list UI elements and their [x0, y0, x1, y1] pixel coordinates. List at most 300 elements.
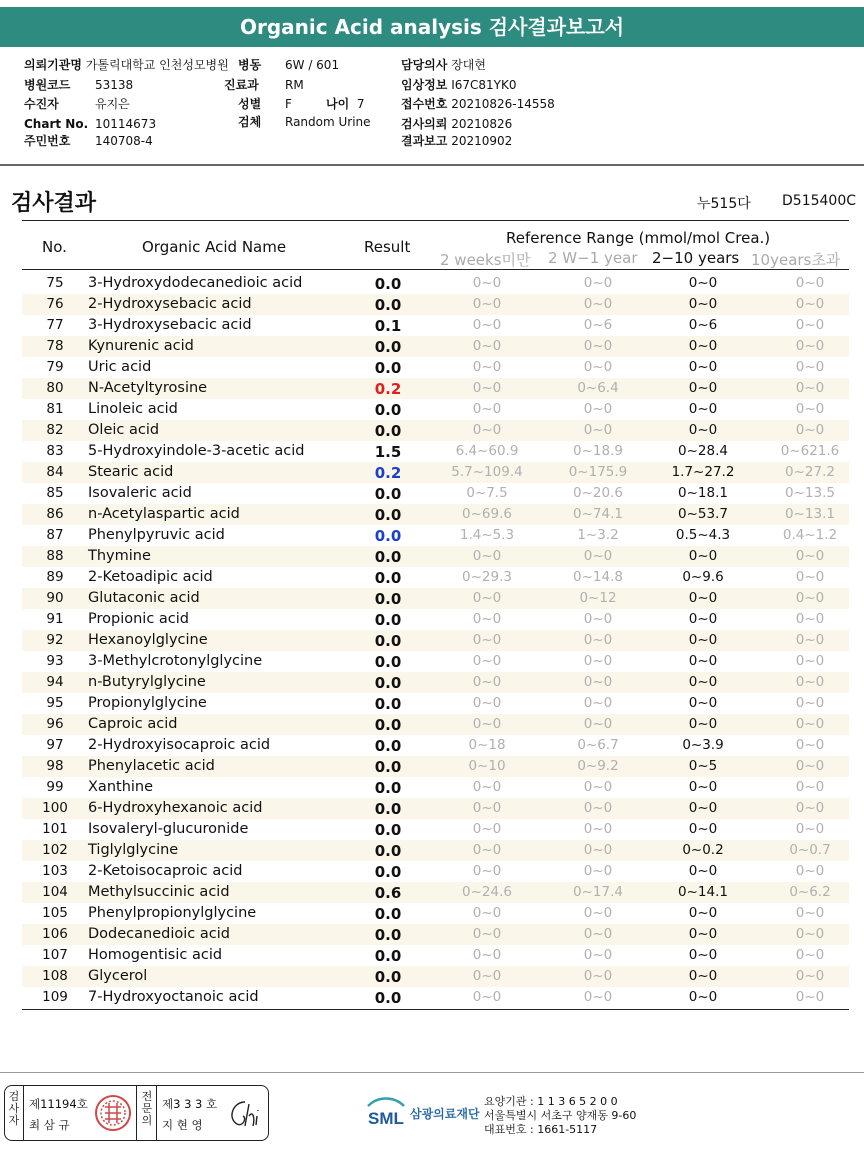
row-number: 101	[42, 821, 68, 837]
range-2w-1y: 0~0	[583, 821, 613, 837]
range-over-10y: 0.4~1.2	[782, 527, 838, 543]
range-under-2-weeks: 0~0	[472, 695, 502, 711]
range-under-2-weeks: 0~0	[472, 548, 502, 564]
result-value: 0.0	[374, 590, 402, 608]
range-over-10y: 0~13.1	[785, 506, 835, 522]
table-row	[22, 609, 849, 630]
signature-box	[4, 1085, 269, 1141]
info-chart: 10114673	[95, 117, 157, 131]
result-value: 0.0	[374, 632, 402, 650]
result-value: 0.0	[374, 863, 402, 881]
row-number: 100	[42, 800, 68, 816]
examiner-vertical-label: 검사자	[8, 1090, 20, 1127]
range-2w-1y: 0~12	[579, 590, 617, 606]
table-row	[22, 483, 849, 504]
range-over-10y: 0~0	[795, 989, 825, 1005]
range-2-10y: 0~0	[688, 905, 718, 921]
range-over-10y: 0~6.2	[789, 884, 831, 900]
range-2-10y: 0~0	[688, 275, 718, 291]
range-under-2-weeks: 0~0	[472, 800, 502, 816]
row-number: 83	[46, 443, 64, 459]
table-row	[22, 966, 849, 987]
table-row	[22, 588, 849, 609]
info-doctor: 담당의사 장대현	[401, 58, 486, 72]
acid-name: Glutaconic acid	[88, 590, 200, 606]
range-2-10y: 0~0	[688, 968, 718, 984]
table-row	[22, 462, 849, 483]
info-ward-label: 병동	[238, 58, 262, 72]
range-2w-1y: 0~0	[583, 989, 613, 1005]
header-range-2weeks: 2 weeks미만	[440, 251, 531, 269]
info-chart-label: Chart No.	[24, 117, 89, 131]
range-over-10y: 0~0	[795, 359, 825, 375]
range-2w-1y: 0~74.1	[573, 506, 623, 522]
range-under-2-weeks: 0~0	[472, 905, 502, 921]
range-under-2-weeks: 6.4~60.9	[455, 443, 519, 459]
examiner-seal-icon	[93, 1093, 133, 1133]
table-row	[22, 903, 849, 924]
table-row	[22, 294, 849, 315]
range-2w-1y: 0~14.8	[573, 569, 623, 585]
range-under-2-weeks: 0~0	[472, 359, 502, 375]
range-2w-1y: 0~0	[583, 800, 613, 816]
table-row	[22, 567, 849, 588]
logo-text: SML	[368, 1109, 404, 1128]
acid-name: Phenylpyruvic acid	[88, 527, 225, 543]
table-row	[22, 882, 849, 903]
range-2w-1y: 0~0	[583, 548, 613, 564]
divider	[0, 164, 864, 166]
row-number: 82	[46, 422, 64, 438]
range-under-2-weeks: 0~0	[472, 821, 502, 837]
range-2-10y: 0~0	[688, 947, 718, 963]
acid-name: Propionic acid	[88, 611, 189, 627]
info-report: 결과보고 20210902	[401, 134, 513, 148]
table-bottom-rule	[22, 1009, 849, 1010]
range-over-10y: 0~0	[795, 695, 825, 711]
range-under-2-weeks: 0~7.5	[466, 485, 508, 501]
row-number: 99	[46, 779, 64, 795]
result-value: 0.0	[374, 926, 402, 944]
range-over-10y: 0~0	[795, 863, 825, 879]
range-2w-1y: 0~0	[583, 359, 613, 375]
range-over-10y: 0~13.5	[785, 485, 835, 501]
range-under-2-weeks: 0~0	[472, 401, 502, 417]
table-row	[22, 378, 849, 399]
row-number: 75	[46, 275, 64, 291]
range-2w-1y: 0~9.2	[577, 758, 619, 774]
acid-name: 3-Hydroxydodecanedioic acid	[88, 275, 303, 291]
acid-name: 2-Hydroxyisocaproic acid	[88, 737, 271, 753]
range-2-10y: 0~0	[688, 989, 718, 1005]
range-under-2-weeks: 0~69.6	[462, 506, 512, 522]
row-number: 77	[46, 317, 64, 333]
row-number: 104	[42, 884, 68, 900]
range-2w-1y: 0~20.6	[573, 485, 623, 501]
range-under-2-weeks: 0~0	[472, 380, 502, 396]
range-under-2-weeks: 0~0	[472, 422, 502, 438]
row-number: 96	[46, 716, 64, 732]
acid-name: Phenylacetic acid	[88, 758, 215, 774]
range-2w-1y: 0~0	[583, 632, 613, 648]
info-department-label: 진료과	[224, 78, 259, 92]
result-value: 0.0	[374, 674, 402, 692]
range-2-10y: 0~0	[688, 611, 718, 627]
range-2-10y: 0~0	[688, 653, 718, 669]
row-number: 76	[46, 296, 64, 312]
range-2-10y: 0~0	[688, 821, 718, 837]
row-number: 85	[46, 485, 64, 501]
range-under-2-weeks: 0~24.6	[462, 884, 512, 900]
row-number: 80	[46, 380, 64, 396]
range-2w-1y: 0~0	[583, 947, 613, 963]
range-under-2-weeks: 0~0	[472, 338, 502, 354]
specialist-signature-icon	[223, 1096, 265, 1132]
range-2-10y: 0~0	[688, 779, 718, 795]
info-id: 140708-4	[95, 134, 153, 148]
row-number: 87	[46, 527, 64, 543]
result-value: 0.0	[374, 275, 402, 293]
range-over-10y: 0~0	[795, 947, 825, 963]
range-2w-1y: 0~0	[583, 401, 613, 417]
range-2w-1y: 0~0	[583, 611, 613, 627]
row-number: 91	[46, 611, 64, 627]
range-under-2-weeks: 0~0	[472, 317, 502, 333]
result-value: 0.0	[374, 716, 402, 734]
table-row	[22, 357, 849, 378]
range-under-2-weeks: 0~0	[472, 275, 502, 291]
row-number: 81	[46, 401, 64, 417]
range-2w-1y: 0~0	[583, 968, 613, 984]
table-row	[22, 693, 849, 714]
table-row	[22, 924, 849, 945]
info-hospital-code: 53138	[95, 78, 134, 92]
result-value: 0.0	[374, 842, 402, 860]
table-row	[22, 525, 849, 546]
range-2w-1y: 0~0	[583, 716, 613, 732]
acid-name: Methylsuccinic acid	[88, 884, 230, 900]
result-value: 0.1	[374, 317, 402, 335]
divider	[136, 1086, 137, 1140]
acid-name: Xanthine	[88, 779, 154, 795]
range-2-10y: 0~0	[688, 800, 718, 816]
info-patient-label: 수진자	[24, 97, 59, 111]
range-over-10y: 0~0	[795, 569, 825, 585]
table-row	[22, 756, 849, 777]
table-row	[22, 399, 849, 420]
range-over-10y: 0~0	[795, 737, 825, 753]
range-under-2-weeks: 5.7~109.4	[451, 464, 523, 480]
table-row	[22, 714, 849, 735]
acid-name: N-Acetyltyrosine	[88, 380, 208, 396]
row-number: 109	[42, 989, 68, 1005]
acid-name: Isovaleric acid	[88, 485, 192, 501]
range-2-10y: 0~0.2	[682, 842, 724, 858]
acid-name: Uric acid	[88, 359, 152, 375]
result-value: 0.0	[374, 989, 402, 1007]
row-number: 93	[46, 653, 64, 669]
result-value: 1.5	[374, 443, 402, 461]
row-number: 92	[46, 632, 64, 648]
range-2w-1y: 0~6	[583, 317, 613, 333]
org-address: 서울특별시 서초구 양재동 9-60	[484, 1109, 637, 1122]
range-2w-1y: 0~0	[583, 905, 613, 921]
info-sex-label: 성별	[238, 97, 262, 111]
info-receipt: 접수번호 20210826-14558	[401, 97, 555, 111]
range-2-10y: 0~0	[688, 590, 718, 606]
acid-name: 2-Hydroxysebacic acid	[88, 296, 252, 312]
range-2-10y: 0~0	[688, 632, 718, 648]
range-under-2-weeks: 0~0	[472, 611, 502, 627]
row-number: 89	[46, 569, 64, 585]
range-2-10y: 0~0	[688, 716, 718, 732]
table-row	[22, 798, 849, 819]
sml-logo-icon	[364, 1094, 408, 1130]
range-2w-1y: 0~0	[583, 695, 613, 711]
result-value: 0.0	[374, 800, 402, 818]
result-value: 0.0	[374, 359, 402, 377]
org-code: 요양기관 : 1 1 3 6 5 2 0 0	[484, 1095, 618, 1108]
result-value: 0.0	[374, 611, 402, 629]
result-value: 0.2	[374, 464, 402, 482]
acid-name: Homogentisic acid	[88, 947, 223, 963]
table-row	[22, 819, 849, 840]
range-2-10y: 1.7~27.2	[671, 464, 735, 480]
range-2w-1y: 0~0	[583, 779, 613, 795]
range-over-10y: 0~0.7	[789, 842, 831, 858]
row-number: 98	[46, 758, 64, 774]
range-2-10y: 0~0	[688, 401, 718, 417]
acid-name: Caproic acid	[88, 716, 178, 732]
result-value: 0.0	[374, 401, 402, 419]
range-under-2-weeks: 0~18	[468, 737, 506, 753]
test-code-2: D515400C	[782, 193, 856, 209]
range-2w-1y: 0~175.9	[568, 464, 628, 480]
table-row	[22, 861, 849, 882]
row-number: 103	[42, 863, 68, 879]
range-over-10y: 0~0	[795, 590, 825, 606]
result-value: 0.0	[374, 485, 402, 503]
row-number: 95	[46, 695, 64, 711]
info-institution: 의뢰기관명 가톨릭대학교 인천성모병원	[24, 58, 229, 72]
range-2-10y: 0~0	[688, 674, 718, 690]
range-2-10y: 0~3.9	[682, 737, 724, 753]
table-row	[22, 777, 849, 798]
acid-name: 7-Hydroxyoctanoic acid	[88, 989, 259, 1005]
range-2w-1y: 0~0	[583, 863, 613, 879]
range-2w-1y: 0~6.7	[577, 737, 619, 753]
row-number: 94	[46, 674, 64, 690]
header-reference: Reference Range (mmol/mol Crea.)	[506, 229, 771, 247]
acid-name: Stearic acid	[88, 464, 174, 480]
row-number: 106	[42, 926, 68, 942]
info-ward: 6W / 601	[285, 58, 340, 72]
range-over-10y: 0~0	[795, 611, 825, 627]
header-name: Organic Acid Name	[142, 238, 287, 256]
range-under-2-weeks: 0~0	[472, 779, 502, 795]
info-specimen-label: 검체	[238, 115, 262, 129]
range-2-10y: 0~0	[688, 422, 718, 438]
range-under-2-weeks: 0~0	[472, 674, 502, 690]
acid-name: 3-Hydroxysebacic acid	[88, 317, 252, 333]
acid-name: Propionylglycine	[88, 695, 207, 711]
range-2-10y: 0.5~4.3	[675, 527, 731, 543]
range-under-2-weeks: 0~0	[472, 590, 502, 606]
range-2w-1y: 0~0	[583, 674, 613, 690]
result-value: 0.0	[374, 296, 402, 314]
table-row	[22, 273, 849, 294]
table-row	[22, 315, 849, 336]
acid-name: n-Butyrylglycine	[88, 674, 206, 690]
range-over-10y: 0~0	[795, 275, 825, 291]
info-sex: F	[285, 97, 292, 111]
header-range-2-10y: 2−10 years	[652, 249, 740, 267]
range-2-10y: 0~0	[688, 926, 718, 942]
range-2w-1y: 0~0	[583, 653, 613, 669]
range-under-2-weeks: 0~0	[472, 926, 502, 942]
result-value: 0.6	[374, 884, 402, 902]
range-2w-1y: 0~0	[583, 422, 613, 438]
table-top-rule	[22, 220, 849, 221]
acid-name: n-Acetylaspartic acid	[88, 506, 240, 522]
acid-name: Dodecanedioic acid	[88, 926, 230, 942]
result-value: 0.0	[374, 569, 402, 587]
info-age: 나이 7	[326, 97, 365, 111]
header-range-10y: 10years초과	[751, 251, 841, 269]
acid-name: Isovaleryl-glucuronide	[88, 821, 249, 837]
info-hospital-code-label: 병원코드	[24, 78, 71, 92]
range-2-10y: 0~18.1	[678, 485, 728, 501]
range-2w-1y: 0~18.9	[573, 443, 623, 459]
range-under-2-weeks: 0~0	[472, 716, 502, 732]
footer-divider	[0, 1072, 864, 1073]
row-number: 107	[42, 947, 68, 963]
org-phone: 대표번호 : 1661-5117	[484, 1123, 598, 1136]
report-title-banner: Organic Acid analysis 검사결과보고서	[0, 7, 864, 47]
range-2-10y: 0~6	[688, 317, 718, 333]
divider	[156, 1086, 157, 1140]
range-2-10y: 0~53.7	[678, 506, 728, 522]
range-over-10y: 0~0	[795, 632, 825, 648]
range-2-10y: 0~14.1	[678, 884, 728, 900]
range-over-10y: 0~0	[795, 926, 825, 942]
range-over-10y: 0~0	[795, 758, 825, 774]
table-row	[22, 630, 849, 651]
range-under-2-weeks: 0~0	[472, 653, 502, 669]
row-number: 97	[46, 737, 64, 753]
range-over-10y: 0~0	[795, 296, 825, 312]
result-value: 0.0	[374, 653, 402, 671]
info-department: RM	[285, 78, 304, 92]
range-under-2-weeks: 1.4~5.3	[459, 527, 515, 543]
range-over-10y: 0~0	[795, 380, 825, 396]
table-row	[22, 840, 849, 861]
range-2w-1y: 0~0	[583, 842, 613, 858]
table-row	[22, 672, 849, 693]
range-over-10y: 0~0	[795, 401, 825, 417]
acid-name: Thymine	[88, 548, 151, 564]
specialist-vertical-label: 전문의	[141, 1090, 153, 1127]
table-row	[22, 651, 849, 672]
table-row	[22, 735, 849, 756]
org-contact	[484, 1095, 636, 1137]
acid-name: Oleic acid	[88, 422, 160, 438]
examiner-name: 최 삼 규	[29, 1118, 70, 1132]
row-number: 78	[46, 338, 64, 354]
result-value: 0.0	[374, 905, 402, 923]
range-over-10y: 0~27.2	[785, 464, 835, 480]
table-row	[22, 441, 849, 462]
table-row	[22, 987, 849, 1008]
row-number: 86	[46, 506, 64, 522]
range-under-2-weeks: 0~0	[472, 863, 502, 879]
range-over-10y: 0~0	[795, 968, 825, 984]
range-over-10y: 0~0	[795, 905, 825, 921]
result-value: 0.0	[374, 506, 402, 524]
row-number: 108	[42, 968, 68, 984]
range-under-2-weeks: 0~0	[472, 842, 502, 858]
info-specimen: Random Urine	[285, 115, 371, 129]
row-number: 79	[46, 359, 64, 375]
acid-name: Tiglylglycine	[88, 842, 179, 858]
acid-name: 3-Methylcrotonylglycine	[88, 653, 263, 669]
row-number: 84	[46, 464, 64, 480]
range-2-10y: 0~0	[688, 695, 718, 711]
range-2-10y: 0~9.6	[682, 569, 724, 585]
range-2-10y: 0~0	[688, 338, 718, 354]
acid-name: Kynurenic acid	[88, 338, 194, 354]
result-value: 0.0	[374, 338, 402, 356]
test-code: 누515다	[697, 196, 751, 212]
result-value: 0.0	[374, 422, 402, 440]
acid-name: Phenylpropionylglycine	[88, 905, 257, 921]
info-request: 검사의뢰 20210826	[401, 117, 513, 131]
table-row	[22, 945, 849, 966]
range-2-10y: 0~0	[688, 380, 718, 396]
info-id-label: 주민번호	[24, 134, 71, 148]
range-2w-1y: 0~0	[583, 296, 613, 312]
range-over-10y: 0~0	[795, 800, 825, 816]
result-value: 0.0	[374, 968, 402, 986]
result-value: 0.0	[374, 527, 402, 545]
range-under-2-weeks: 0~10	[468, 758, 506, 774]
range-over-10y: 0~0	[795, 548, 825, 564]
table-row	[22, 504, 849, 525]
range-under-2-weeks: 0~0	[472, 968, 502, 984]
table-header-rule	[22, 269, 849, 270]
result-value: 0.0	[374, 947, 402, 965]
row-number: 105	[42, 905, 68, 921]
table-row	[22, 546, 849, 567]
range-2-10y: 0~28.4	[678, 443, 728, 459]
range-2-10y: 0~5	[688, 758, 718, 774]
acid-name: Linoleic acid	[88, 401, 178, 417]
info-patient: 유지은	[95, 97, 130, 111]
acid-name: Hexanoylglycine	[88, 632, 208, 648]
range-2w-1y: 0~6.4	[577, 380, 619, 396]
range-2w-1y: 1~3.2	[577, 527, 619, 543]
range-over-10y: 0~0	[795, 317, 825, 333]
results-table-body	[22, 273, 849, 1008]
row-number: 88	[46, 548, 64, 564]
range-over-10y: 0~0	[795, 338, 825, 354]
acid-name: 2-Ketoadipic acid	[88, 569, 213, 585]
range-under-2-weeks: 0~0	[472, 989, 502, 1005]
acid-name: 5-Hydroxyindole-3-acetic acid	[88, 443, 305, 459]
range-2-10y: 0~0	[688, 548, 718, 564]
range-over-10y: 0~621.6	[780, 443, 840, 459]
range-under-2-weeks: 0~0	[472, 947, 502, 963]
